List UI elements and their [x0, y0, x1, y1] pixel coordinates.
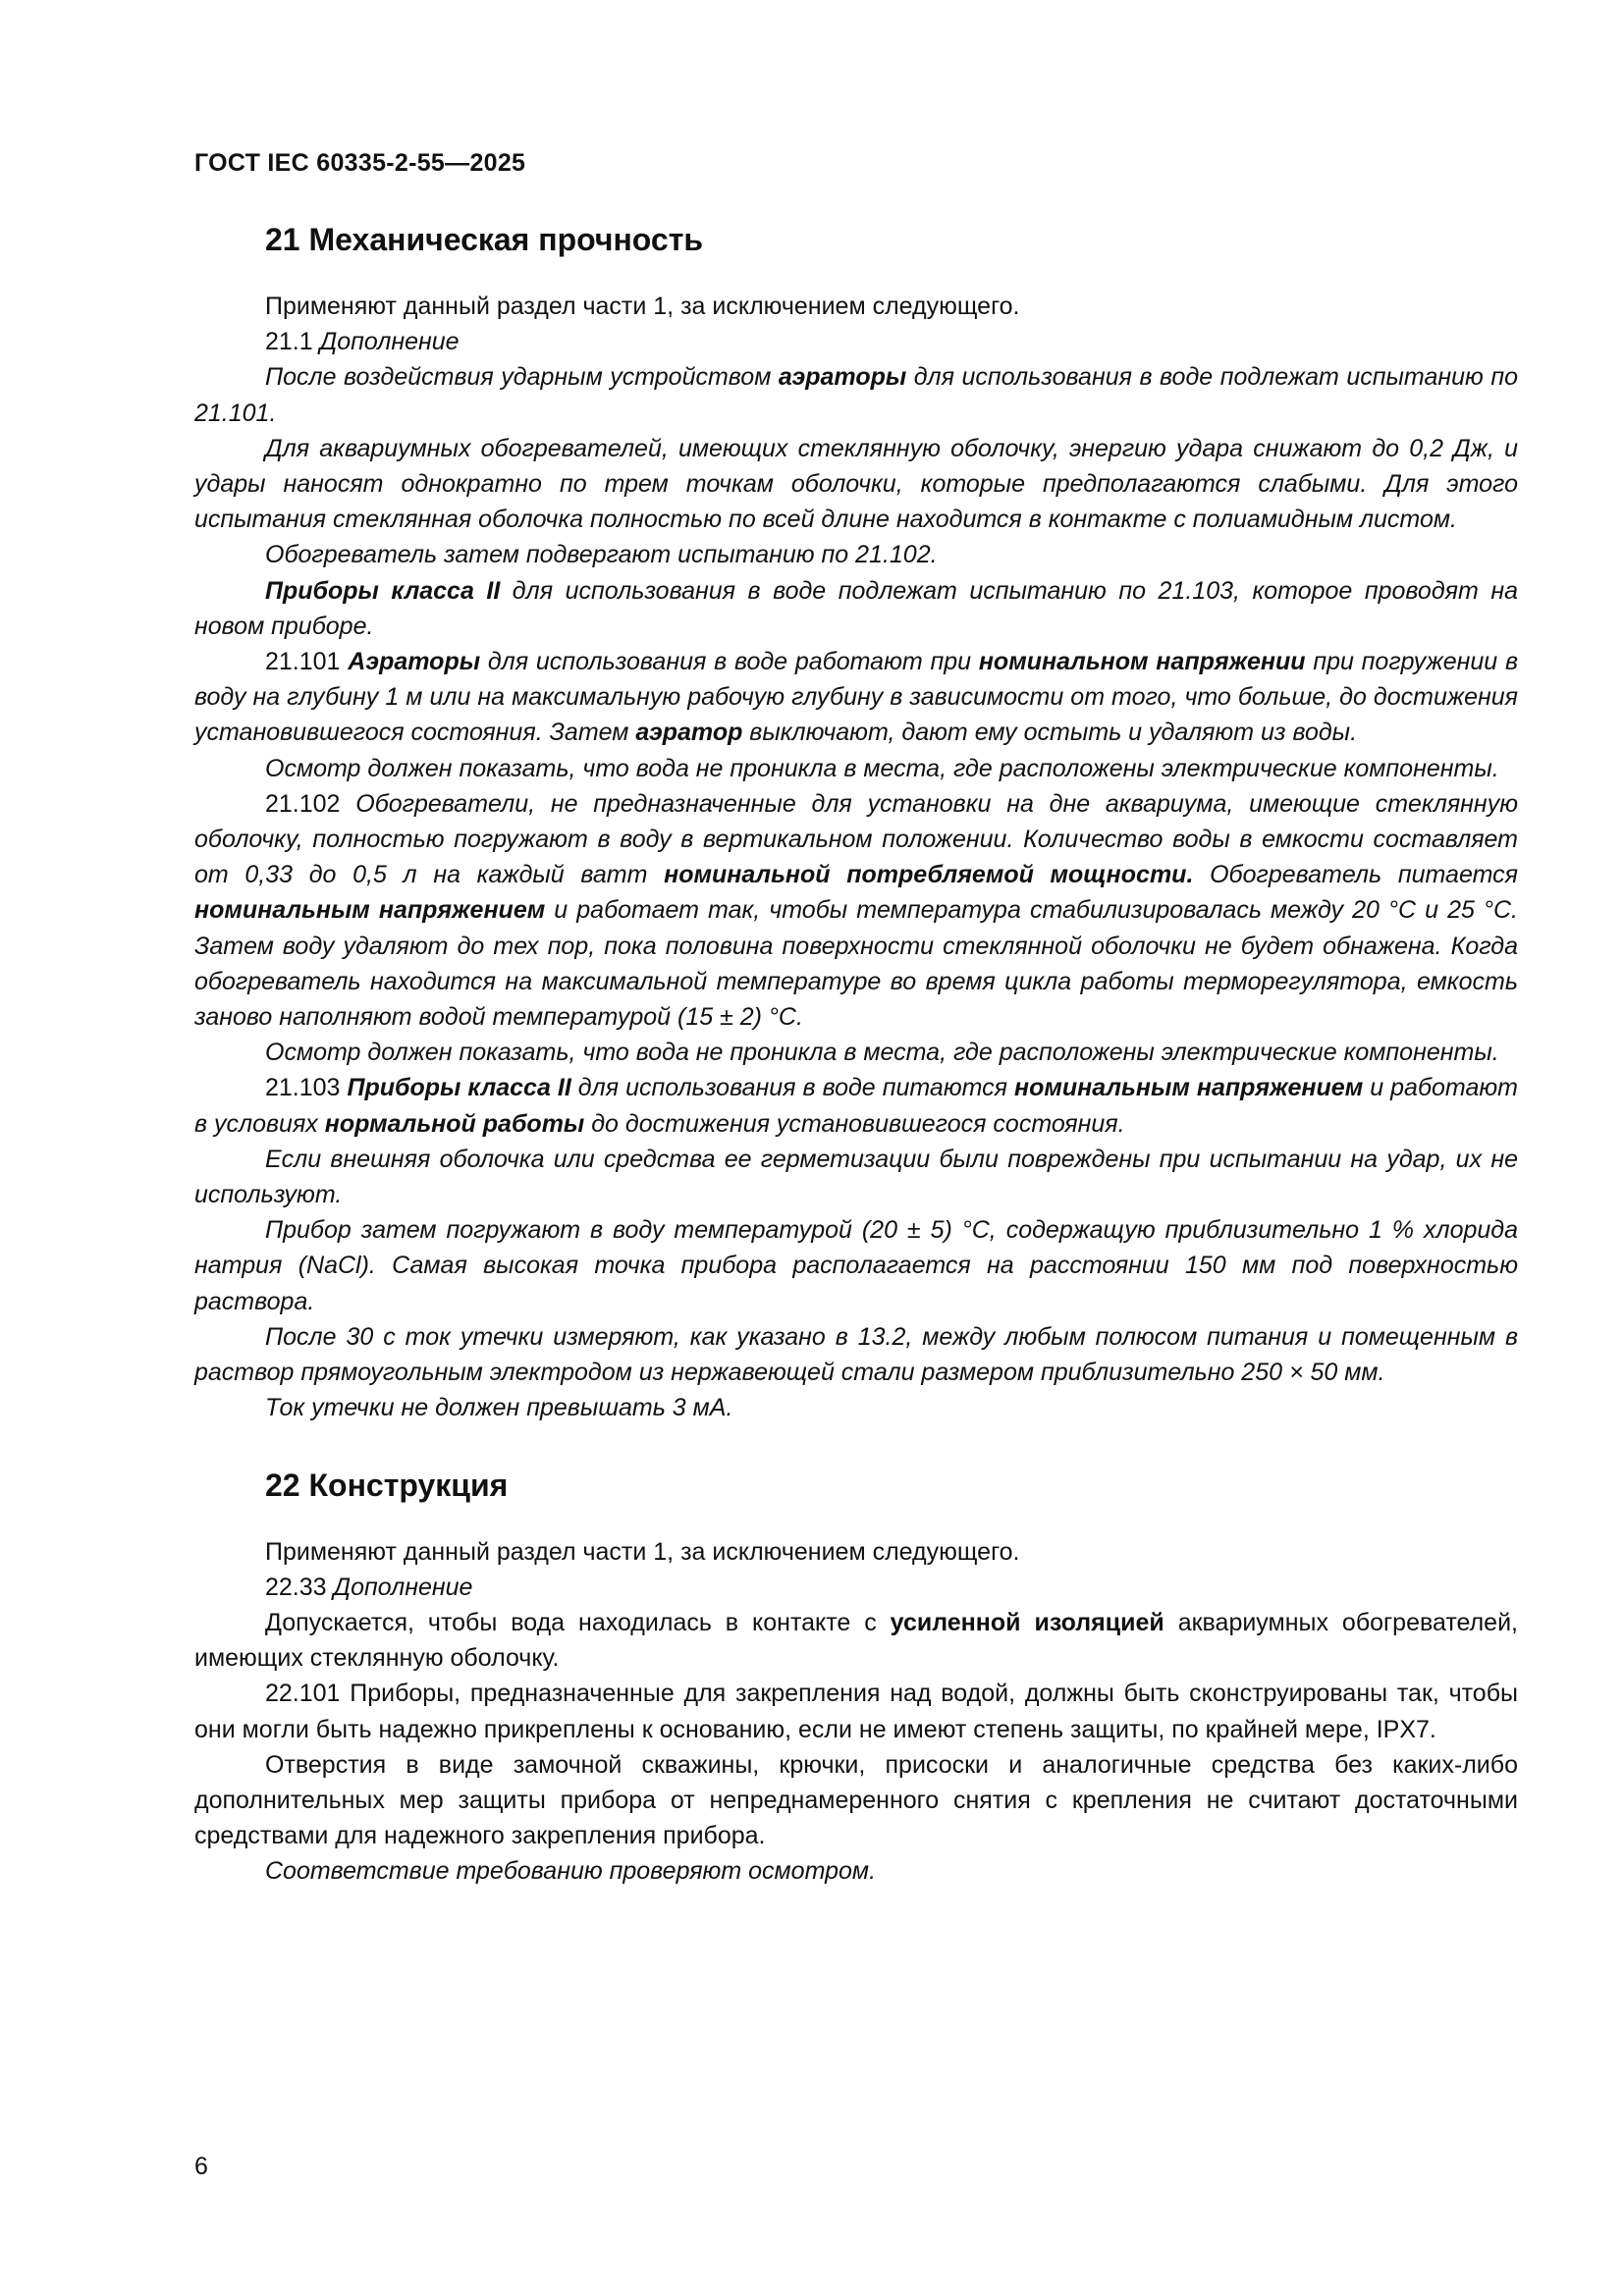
paragraph [194, 786, 1518, 1035]
paragraph: Обогреватель затем подвергают испытанию по 21.102. [265, 541, 938, 569]
text-run: для использования в воде подлежат испытанию по 21.103, которое проводят на новом приборе. [194, 576, 1518, 640]
clause-number: 21.102 [265, 789, 356, 818]
paragraph [194, 573, 1518, 644]
text-run: Обогреватели, не предназначенные для установки на дне аквариума, имеющие стеклянную оболочку, полностью погружают в воду в вертикальном положении. Количество воды в емкости составляет от 0,33 до 0,5 л на каждый ватт [194, 789, 1518, 889]
paragraph [194, 1070, 1518, 1141]
paragraph: После 30 с ток утечки измеряют, как указано в 13.2, между любым полюсом питания и помещенным в раствор прямоугольным электродом из нержавеющей стали размером приблизительно 250 × 50 мм. [194, 1322, 1518, 1387]
paragraph: Ток утечки не должен превышать 3 мА. [265, 1394, 733, 1422]
paragraph: Применяют данный раздел части 1, за исключением следующего. [265, 1537, 1020, 1566]
document-code-header: ГОСТ IEC 60335-2-55—2025 [194, 149, 526, 177]
defined-term: номинальным напряжением [1014, 1074, 1364, 1102]
paragraph [194, 1570, 1518, 1605]
section-21-heading: 21 Механическая прочность [265, 222, 704, 257]
defined-term: Приборы класса II [347, 1074, 571, 1102]
defined-term: усиленной изоляцией [890, 1608, 1164, 1636]
text-run: аквариумных обогревателей, имеющих стеклянную оболочку. [194, 1608, 1518, 1673]
paragraph [194, 1605, 1518, 1676]
text-run: до достижения установившегося состояния. [584, 1109, 1125, 1138]
paragraph [194, 644, 1518, 751]
document-body [194, 218, 1518, 1890]
defined-term: номинальном напряжении [978, 648, 1306, 676]
clause-label: Дополнение [333, 1573, 473, 1601]
text-run: Допускается, чтобы вода находилась в контакте с [265, 1608, 891, 1636]
text-run: для использования в воде работают при [480, 648, 979, 676]
defined-term: нормальной работы [324, 1109, 585, 1138]
text-run: и работают в условиях [194, 1074, 1518, 1138]
clause-number: 21.103 [265, 1074, 348, 1102]
paragraph: Осмотр должен показать, что вода не проникла в места, где расположены электрические компоненты. [265, 1039, 1499, 1067]
text-run: для использования в воде питаются [570, 1074, 1015, 1102]
text-run: После воздействия ударным устройством [265, 363, 779, 392]
paragraph: 22.101 Приборы, предназначенные для закрепления над водой, должны быть сконструированы так, чтобы они могли быть надежно прикреплены к основанию, если не имеют степень защиты, по крайней мере, IPX7. [194, 1680, 1518, 1743]
clause-number: 21.1 [265, 328, 320, 356]
paragraph: Прибор затем погружают в воду температурой (20 ± 5) °С, содержащую приблизительно 1 % хлорида натрия (NaCl). Самая высокая точка прибора располагается на расстоянии 150 мм под поверхностью раствора. [194, 1216, 1518, 1315]
clause-number: 22.33 [265, 1573, 334, 1601]
paragraph [194, 324, 1518, 359]
text-run: для использования в воде подлежат испытанию по 21.101. [194, 363, 1518, 427]
paragraph: Применяют данный раздел части 1, за исключением следующего. [265, 293, 1020, 320]
paragraph: Соответствие требованию проверяют осмотром. [265, 1857, 877, 1886]
defined-term: номинальной потребляемой мощности. [664, 861, 1194, 889]
section-22-heading: 22 Конструкция [265, 1467, 509, 1503]
text-run: выключают, дают ему остыть и удаляют из воды. [742, 719, 1358, 747]
paragraph: Если внешняя оболочка или средства ее герметизации были повреждены при испытании на удар, их не используют. [194, 1145, 1518, 1209]
text-run: и работает так, чтобы температура стабилизировалась между 20 °С и 25 °С. Затем воду удаляют до тех пор, пока половина поверхности стеклянной оболочки не будет обнажена. Когда обогреватель находится на максимальной температуре во время цикла работы терморегулятора, емкость заново наполняют водой температурой (15 ± 2) °С. [194, 896, 1519, 1032]
paragraph [194, 359, 1518, 430]
defined-term: номинальным напряжением [194, 896, 546, 925]
paragraph: Отверстия в виде замочной скважины, крючки, присоски и аналогичные средства без каких-либо дополнительных мер защиты прибора от непреднамеренного снятия с крепления не считают достаточными средствами для надежного закрепления прибора. [194, 1750, 1518, 1850]
text-run: Обогреватель питается [1193, 861, 1518, 889]
clause-number: 21.101 [265, 648, 349, 676]
paragraph: Осмотр должен показать, что вода не проникла в места, где расположены электрические компоненты. [265, 754, 1499, 782]
paragraph: Для аквариумных обогревателей, имеющих стеклянную оболочку, энергию удара снижают до 0,2 Дж, и удары наносят однократно по трем точкам оболочки, которые предполагаются слабыми. Для этого испытания стеклянная оболочка полностью по всей длине находится в контакте с полиамидным листом. [194, 434, 1518, 534]
defined-term: аэраторы [778, 363, 907, 392]
page-number: 6 [194, 2153, 208, 2180]
text-run: при погружении в воду на глубину 1 м или на максимальную рабочую глубину в зависимости от того, что больше, до достижения установившегося состояния. Затем [194, 648, 1519, 747]
defined-term: Приборы класса II [265, 576, 501, 605]
clause-label: Дополнение [319, 328, 460, 356]
defined-term: Аэраторы [348, 648, 481, 676]
defined-term: аэратор [635, 719, 743, 747]
